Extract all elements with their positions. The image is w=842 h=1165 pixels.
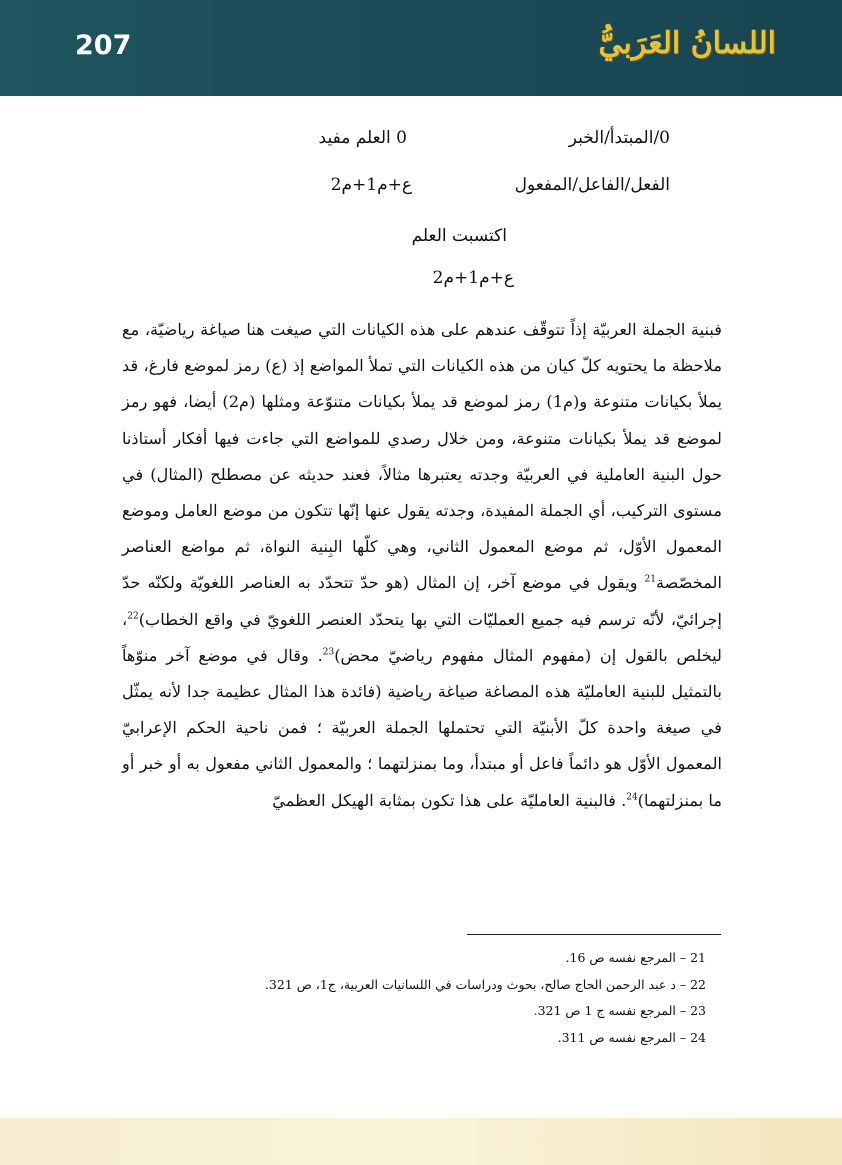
journal-logo: اللسانُ العَرَبيُّ bbox=[598, 26, 776, 61]
page-header bbox=[0, 0, 842, 96]
paragraph-part-5: . فالبنية العامليّة على هذا تكون بمثابة الهيكل العظميّ bbox=[272, 790, 627, 810]
paragraph-part-1: فبنية الجملة العربيّة إذاً تتوقّف عندهم على هذه الكيانات التي صيغت هنا صياغة رياضيّة، مع ملاحظة ما يحتويه كلّ كيان من هذه الكيانات التي تملأ المواضع إذ (ع) رمز لموضع فارغ، قد يملأ بكيانات متنوعة و(م1) رمز لموضع قد يملأ بكيانات متنوّعة ومثلها (م2) أيضا، فهو رمز لموضع قد يملأ بكيانات متنوعة، ومن خلال رصدي للمواضع التي جاءت فيها أفكار أستاذنا حول البنية العاملية في العربيّة وجدته يعتبرها مثالاً، فعند حديثه عن مصطلح (المثال) في مستوى التركيب، أي الجملة المفيدة، وجدته يقول عنها إنّها تتكون من موضع العامل وموضع المعمول الأوّل، ثم موضع المعمول الثاني، وهي كلّها البِنية النواة، ثم مواضع العناصر المخصّصة bbox=[122, 320, 722, 593]
footnote-divider bbox=[467, 934, 721, 935]
formula-row1-value: 0 العلم مفيد bbox=[318, 128, 407, 148]
footnote-24: 24 – المرجع نفسه ص 311. bbox=[557, 1029, 706, 1045]
formula-row1-label: 0/المبتدأ/الخبر bbox=[568, 128, 670, 148]
formula-row4-structure: ع+م1+م2 bbox=[432, 268, 514, 288]
footnote-ref-22: 22 bbox=[127, 611, 139, 622]
paragraph-part-3: ، ليخلص بالقول إن (مفهوم المثال مفهوم رياضيّ محض) bbox=[122, 609, 722, 665]
footnotes bbox=[106, 945, 706, 1051]
paragraph-part-2: ويقول في موضع آخر، إن المثال (هو حدّ تتحدّد به العناصر اللغويّة ولكنّه حدّ إجرائيّ، لأنّه ترسم فيه جميع العمليّات التي بها يتحدّد العنصر اللغويّ في واقع الخطاب) bbox=[122, 573, 722, 629]
footnote-21: 21 – المرجع نفسه ص 16. bbox=[565, 950, 706, 965]
formula-row2-label: الفعل/الفاعل/المفعول bbox=[514, 175, 670, 195]
footnote-ref-24: 24 bbox=[626, 792, 638, 803]
body-paragraph bbox=[122, 312, 722, 819]
footnote-23: 23 – المرجع نفسه ج 1 ص 321. bbox=[533, 1003, 706, 1018]
formula-row3-example: اكتسبت العلم bbox=[411, 226, 507, 246]
footnote-ref-23: 23 bbox=[322, 647, 335, 658]
footnote-ref-21: 21 bbox=[644, 575, 656, 586]
paragraph-part-4: . وقال في موضع آخر منوّهاً بالتمثيل للبنية العامليّة هذه المصاغة صياغة رياضية (فائدة هذا المثال عظيمة جدا لأنه يمثّل في صيغة واحدة كلّ الأبنيّة التي تحتملها الجملة العربيّة ؛ فمن ناحية الحكم الإعرابيّ المعمول الأوّل هو دائماً فاعل أو مبتدأ، وما بمنزلتهما ؛ والمعمول الثاني مفعول به أو خبر أو ما بمنزلتهما) bbox=[122, 645, 722, 810]
formula-row2-value: ع+م1+م2 bbox=[330, 175, 412, 195]
page-number: 207 bbox=[75, 30, 132, 61]
page-footer-band bbox=[0, 1118, 842, 1165]
footnote-22: 22 – د عبد الرحمن الحاج صالح، بحوث ودراسات في اللسانيات العربية، ج1، ص 321. bbox=[264, 976, 706, 992]
